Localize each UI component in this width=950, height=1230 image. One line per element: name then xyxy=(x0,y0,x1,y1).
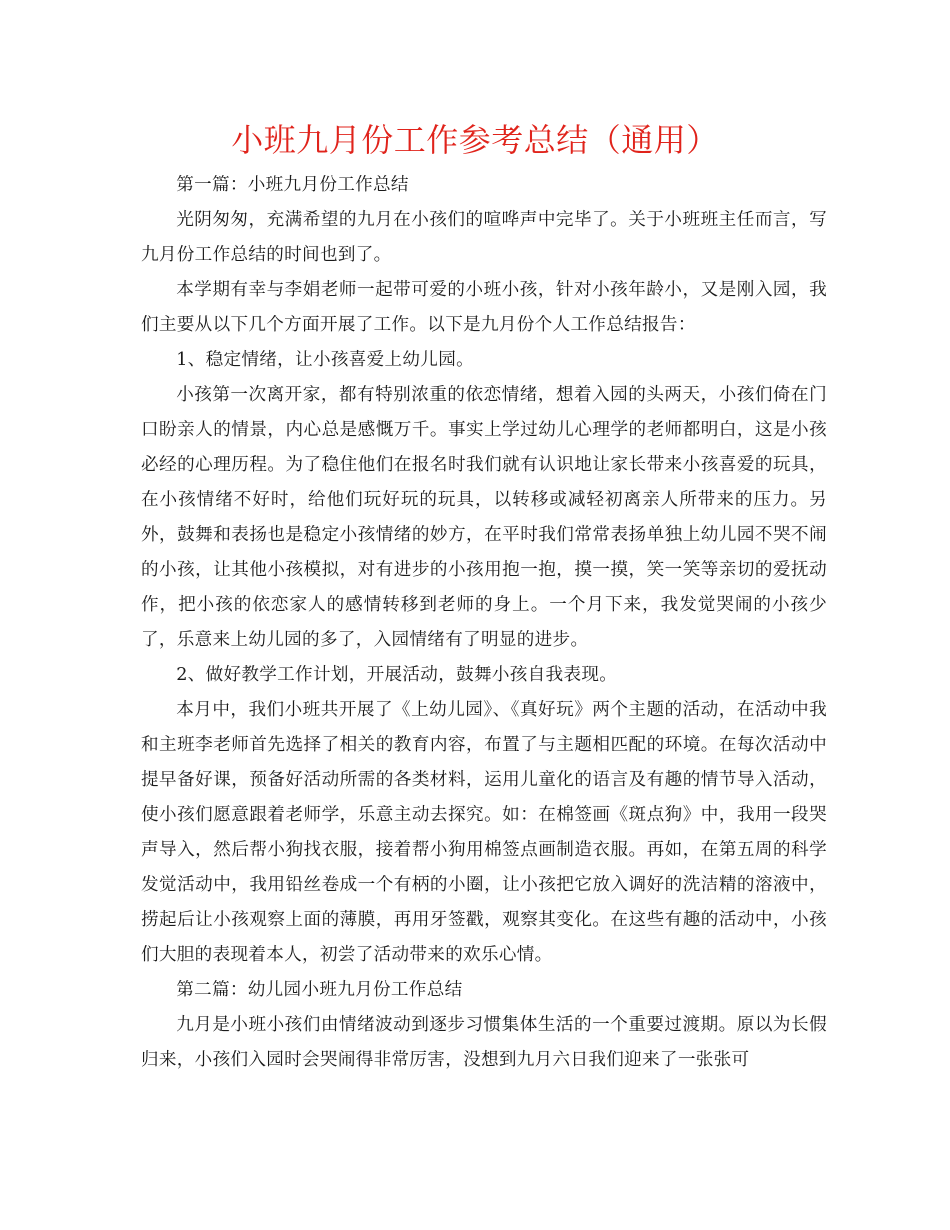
paragraph: 本月中，我们小班共开展了《上幼儿园》、《真好玩》两个主题的活动，在活动中我和主班李老师首先选择了相关的教育内容，布置了与主题相匹配的环境。在每次活动中提早备好课，预备好活动所需的各类材料，运用儿童化的语言及有趣的情节导入活动，使小孩们愿意跟着老师学，乐意主动去探究。如：在棉签画《斑点狗》中，我用一段哭声导入，然后帮小狗找衣服，接着帮小狗用棉签点画制造衣服。再如，在第五周的科学发觉活动中，我用铅丝卷成一个有柄的小圈，让小孩把它放入调好的洗洁精的溶液中，捞起后让小孩观察上面的薄膜，再用牙签戳，观察其变化。在这些有趣的活动中，小孩们大胆的表现着本人，初尝了活动带来的欢乐心情。 xyxy=(141,700,827,965)
paragraph: 九月是小班小孩们由情绪波动到逐步习惯集体生活的一个重要过渡期。原以为长假归来，小孩们入园时会哭闹得非常厉害，没想到九月六日我们迎来了一张张可 xyxy=(141,1015,827,1070)
document-body xyxy=(141,168,827,1078)
document-title: 小班九月份工作参考总结（通用） xyxy=(231,121,719,159)
paragraph: 光阴匆匆，充满希望的九月在小孩们的喧哗声中完毕了。关于小班班主任而言，写九月份工作总结的时间也到了。 xyxy=(141,210,827,265)
subheading: 1、稳定情绪，让小孩喜爱上幼儿园。 xyxy=(176,350,474,370)
section-heading: 第一篇：小班九月份工作总结 xyxy=(176,175,409,195)
subheading: 2、做好教学工作计划，开展活动，鼓舞小孩自我表现。 xyxy=(176,665,618,685)
paragraph: 本学期有幸与李娟老师一起带可爱的小班小孩，针对小孩年龄小，又是刚入园，我们主要从以下几个方面开展了工作。以下是九月份个人工作总结报告： xyxy=(141,280,827,335)
paragraph: 小孩第一次离开家，都有特别浓重的依恋情绪，想着入园的头两天，小孩们倚在门口盼亲人的情景，内心总是感慨万千。事实上学过幼儿心理学的老师都明白，这是小孩必经的心理历程。为了稳住他们在报名时我们就有认识地让家长带来小孩喜爱的玩具，在小孩情绪不好时，给他们玩好玩的玩具，以转移或减轻初离亲人所带来的压力。另外，鼓舞和表扬也是稳定小孩情绪的妙方，在平时我们常常表扬单独上幼儿园不哭不闹的小孩，让其他小孩模拟，对有进步的小孩用抱一抱，摸一摸，笑一笑等亲切的爱抚动作，把小孩的依恋家人的感情转移到老师的身上。一个月下来，我发觉哭闹的小孩少了，乐意来上幼儿园的多了，入园情绪有了明显的进步。 xyxy=(141,385,827,650)
section-heading: 第二篇：幼儿园小班九月份工作总结 xyxy=(176,980,463,1000)
